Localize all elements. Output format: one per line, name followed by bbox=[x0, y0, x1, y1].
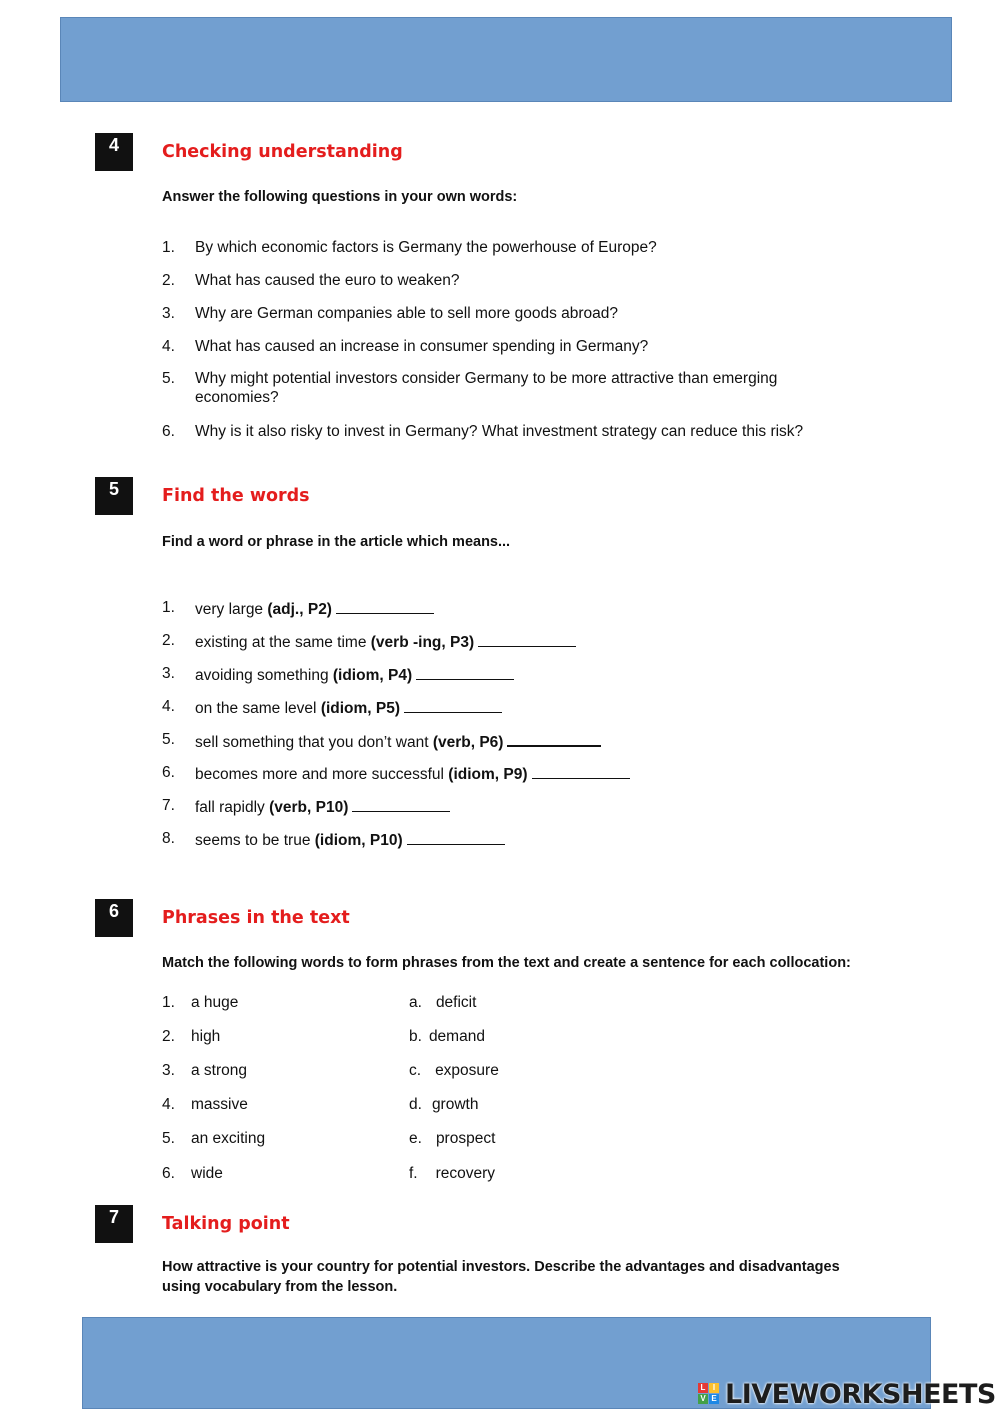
liveworksheets-logo-icon bbox=[698, 1383, 722, 1405]
item-hint: (verb, P10) bbox=[269, 799, 349, 816]
section-4-number: 4 bbox=[95, 133, 133, 171]
match-word: massive bbox=[191, 1096, 248, 1113]
match-word: exposure bbox=[435, 1062, 499, 1079]
match-right-a bbox=[409, 994, 476, 1012]
talking-point-line-2: using vocabulary from the lesson. bbox=[162, 1279, 398, 1295]
talking-point-line-1: How attractive is your country for potential investors. Describe the advantages and disadvantages bbox=[162, 1259, 840, 1275]
match-word: recovery bbox=[435, 1165, 496, 1182]
question-number: 3. bbox=[162, 305, 175, 322]
match-word: a huge bbox=[191, 994, 239, 1011]
answer-blank[interactable] bbox=[478, 632, 576, 647]
logo-mark-l: L bbox=[698, 1383, 708, 1393]
question-number: 2. bbox=[162, 272, 175, 289]
item-hint: (idiom, P10) bbox=[314, 832, 403, 849]
item-hint: (idiom, P5) bbox=[320, 700, 401, 717]
match-word: demand bbox=[428, 1028, 485, 1045]
match-right-b bbox=[409, 1028, 485, 1046]
match-number: 3. bbox=[162, 1062, 175, 1079]
question-number: 4. bbox=[162, 338, 175, 355]
item-hint: (verb -ing, P3) bbox=[370, 634, 475, 651]
item-number: 1. bbox=[162, 599, 175, 616]
match-left-5 bbox=[162, 1130, 266, 1148]
section-5-number: 5 bbox=[95, 477, 133, 515]
match-letter: e. bbox=[409, 1130, 422, 1147]
item-text: avoiding something bbox=[195, 667, 329, 684]
match-number: 4. bbox=[162, 1096, 175, 1113]
section-6-number: 6 bbox=[95, 899, 133, 937]
section-5-title: Find the words bbox=[162, 486, 310, 506]
logo-mark-i: I bbox=[709, 1383, 719, 1393]
match-number: 2. bbox=[162, 1028, 175, 1045]
question-text: What has caused the euro to weaken? bbox=[195, 272, 460, 289]
talking-point-text bbox=[162, 1257, 932, 1297]
section-6-title: Phrases in the text bbox=[162, 908, 350, 928]
item-text: fall rapidly bbox=[195, 799, 265, 816]
answer-blank[interactable] bbox=[404, 698, 502, 713]
answer-blank[interactable] bbox=[336, 599, 434, 614]
match-word: a strong bbox=[191, 1062, 248, 1079]
match-letter: f. bbox=[409, 1165, 418, 1182]
section-6-instruction: Match the following words to form phrases from the text and create a sentence for each collocation: bbox=[162, 955, 851, 971]
item-text: existing at the same time bbox=[195, 634, 367, 651]
answer-blank[interactable] bbox=[507, 731, 601, 747]
match-word: prospect bbox=[435, 1130, 496, 1147]
match-left-1 bbox=[162, 994, 239, 1012]
answer-blank[interactable] bbox=[532, 764, 630, 779]
question-text: Why are German companies able to sell more goods abroad? bbox=[195, 305, 619, 322]
match-letter: d. bbox=[409, 1096, 422, 1113]
item-number: 4. bbox=[162, 698, 175, 715]
match-word: an exciting bbox=[191, 1130, 266, 1147]
match-left-3 bbox=[162, 1062, 248, 1080]
match-word: wide bbox=[191, 1165, 223, 1182]
match-left-6 bbox=[162, 1165, 223, 1183]
match-letter: c. bbox=[409, 1062, 422, 1079]
section-4-title: Checking understanding bbox=[162, 142, 403, 162]
item-text: seems to be true bbox=[195, 832, 311, 849]
match-right-c bbox=[409, 1062, 499, 1080]
item-number: 5. bbox=[162, 731, 175, 748]
match-word: growth bbox=[431, 1096, 479, 1113]
item-text: sell something that you don’t want bbox=[195, 734, 429, 751]
question-text: What has caused an increase in consumer spending in Germany? bbox=[195, 338, 649, 355]
liveworksheets-logo[interactable] bbox=[698, 1378, 996, 1410]
answer-blank[interactable] bbox=[407, 830, 505, 845]
item-number: 8. bbox=[162, 830, 175, 847]
header-band bbox=[60, 17, 952, 102]
question-number: 5. bbox=[162, 370, 175, 387]
match-number: 1. bbox=[162, 994, 175, 1011]
section-7-title: Talking point bbox=[162, 1214, 290, 1234]
item-hint: (verb, P6) bbox=[432, 734, 504, 751]
section-7-number: 7 bbox=[95, 1205, 133, 1243]
logo-mark-e: E bbox=[709, 1394, 719, 1404]
question-text: Why might potential investors consider Germany to be more attractive than emerging bbox=[195, 370, 778, 387]
question-text: By which economic factors is Germany the powerhouse of Europe? bbox=[195, 239, 657, 256]
item-number: 7. bbox=[162, 797, 175, 814]
match-right-e bbox=[409, 1130, 495, 1148]
question-text: Why is it also risky to invest in Germany? What investment strategy can reduce this risk? bbox=[195, 423, 804, 440]
item-hint: (idiom, P4) bbox=[332, 667, 413, 684]
item-hint: (idiom, P9) bbox=[448, 766, 528, 783]
question-number: 1. bbox=[162, 239, 175, 256]
question-text-continued: economies? bbox=[195, 389, 279, 406]
answer-blank[interactable] bbox=[416, 665, 514, 680]
item-hint: (adj., P2) bbox=[267, 601, 332, 618]
match-left-4 bbox=[162, 1096, 248, 1114]
item-text: becomes more and more successful bbox=[195, 766, 444, 783]
match-word: high bbox=[191, 1028, 221, 1045]
logo-mark-v: V bbox=[698, 1394, 708, 1404]
section-5-instruction: Find a word or phrase in the article which means... bbox=[162, 534, 511, 550]
section-4-instruction: Answer the following questions in your own words: bbox=[162, 189, 518, 205]
item-number: 6. bbox=[162, 764, 175, 781]
match-number: 5. bbox=[162, 1130, 175, 1147]
logo-text: LIVEWORKSHEETS bbox=[725, 1378, 996, 1410]
match-word: deficit bbox=[435, 994, 477, 1011]
question-number: 6. bbox=[162, 423, 175, 440]
item-number: 2. bbox=[162, 632, 175, 649]
item-text: on the same level bbox=[195, 700, 317, 717]
match-left-2 bbox=[162, 1028, 221, 1046]
match-letter: b. bbox=[409, 1028, 422, 1045]
answer-blank[interactable] bbox=[352, 797, 450, 812]
match-right-d bbox=[409, 1096, 478, 1114]
match-number: 6. bbox=[162, 1165, 175, 1182]
item-number: 3. bbox=[162, 665, 175, 682]
item-text: very large bbox=[195, 601, 264, 618]
match-letter: a. bbox=[409, 994, 422, 1011]
match-right-f bbox=[409, 1165, 495, 1183]
